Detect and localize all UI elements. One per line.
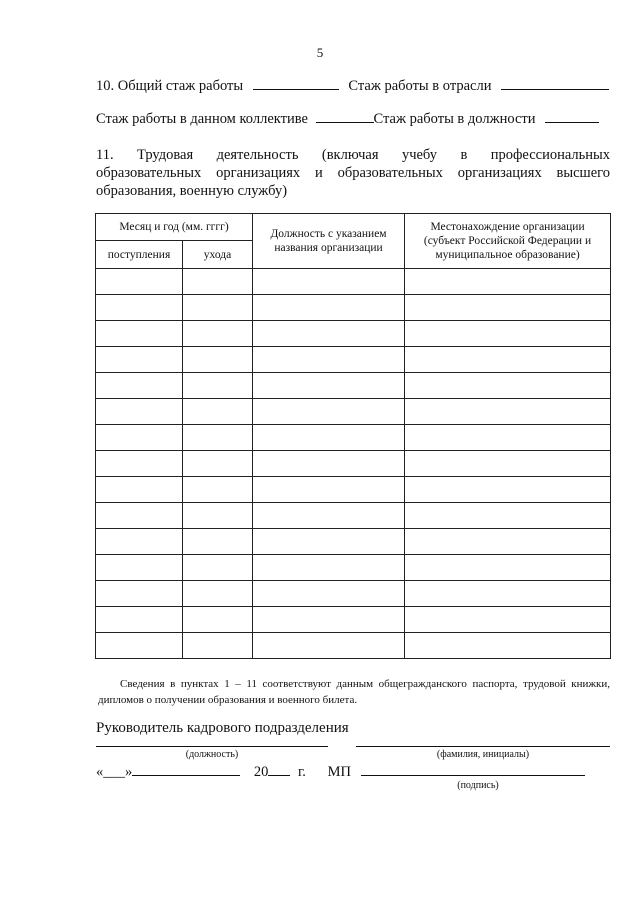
start-date-cell[interactable]	[96, 633, 183, 659]
start-date-cell[interactable]	[96, 347, 183, 373]
collective-experience-label: Стаж работы в данном коллективе	[96, 111, 308, 127]
location-cell[interactable]	[405, 477, 611, 503]
item11-line-3: образования, военную службу)	[96, 183, 288, 199]
start-date-cell[interactable]	[96, 295, 183, 321]
end-date-cell[interactable]	[183, 451, 253, 477]
location-cell[interactable]	[405, 295, 611, 321]
year-suffix: г.	[298, 764, 306, 780]
end-date-cell[interactable]	[183, 503, 253, 529]
location-cell[interactable]	[405, 321, 611, 347]
end-date-cell[interactable]	[183, 347, 253, 373]
stamp-label: МП	[327, 764, 351, 780]
end-date-cell[interactable]	[183, 555, 253, 581]
total-experience-row	[96, 77, 609, 95]
position-caption: (должность)	[185, 749, 239, 760]
start-date-cell[interactable]	[96, 451, 183, 477]
name-field[interactable]	[356, 746, 610, 747]
table-row	[96, 503, 611, 529]
month-year-header: Месяц и год (мм. гггг)	[96, 214, 253, 241]
collective-experience-row	[96, 110, 599, 128]
position-cell[interactable]	[253, 347, 405, 373]
end-date-cell[interactable]	[183, 321, 253, 347]
position-cell[interactable]	[253, 633, 405, 659]
end-date-cell[interactable]	[183, 295, 253, 321]
page-number: 5	[316, 45, 324, 60]
signature-caption: (подпись)	[457, 780, 499, 791]
position-cell[interactable]	[253, 555, 405, 581]
end-date-cell[interactable]	[183, 477, 253, 503]
start-date-cell[interactable]	[96, 321, 183, 347]
position-cell[interactable]	[253, 529, 405, 555]
start-date-cell[interactable]	[96, 555, 183, 581]
work-history-table	[95, 213, 611, 659]
date-row	[96, 763, 585, 781]
position-cell[interactable]	[253, 451, 405, 477]
date-month-field[interactable]	[132, 763, 240, 776]
position-cell[interactable]	[253, 477, 405, 503]
hr-head-title: Руководитель кадрового подразделения	[96, 720, 349, 736]
end-date-cell[interactable]	[183, 581, 253, 607]
start-date-cell[interactable]	[96, 477, 183, 503]
location-cell[interactable]	[405, 633, 611, 659]
table-row	[96, 399, 611, 425]
start-date-cell[interactable]	[96, 425, 183, 451]
location-header: Местонахождение организации (субъект Российской Федерации и муниципальное образование)	[405, 214, 611, 269]
location-cell[interactable]	[405, 555, 611, 581]
location-cell[interactable]	[405, 399, 611, 425]
total-experience-label: 10. Общий стаж работы	[96, 78, 244, 94]
start-date-cell[interactable]	[96, 529, 183, 555]
total-experience-field[interactable]	[253, 77, 339, 90]
item11-line-2: образовательных организациях и образовательных организациях высшего	[96, 165, 610, 181]
industry-experience-field[interactable]	[501, 77, 609, 90]
table-row	[96, 581, 611, 607]
item11-line-1: 11. Трудовая деятельность (включая учебу в профессиональных	[96, 147, 610, 163]
end-date-header: ухода	[183, 241, 253, 269]
table-row	[96, 295, 611, 321]
position-cell[interactable]	[253, 503, 405, 529]
signature-field[interactable]	[361, 763, 585, 776]
location-cell[interactable]	[405, 269, 611, 295]
table-row	[96, 347, 611, 373]
end-date-cell[interactable]	[183, 529, 253, 555]
location-cell[interactable]	[405, 347, 611, 373]
start-date-cell[interactable]	[96, 399, 183, 425]
table-row	[96, 451, 611, 477]
position-cell[interactable]	[253, 295, 405, 321]
end-date-cell[interactable]	[183, 373, 253, 399]
location-cell[interactable]	[405, 451, 611, 477]
start-date-cell[interactable]	[96, 269, 183, 295]
position-cell[interactable]	[253, 373, 405, 399]
position-cell[interactable]	[253, 425, 405, 451]
end-date-cell[interactable]	[183, 269, 253, 295]
start-date-header: поступления	[96, 241, 183, 269]
end-date-cell[interactable]	[183, 399, 253, 425]
position-experience-label: Стаж работы в должности	[373, 111, 536, 127]
table-row	[96, 529, 611, 555]
table-row	[96, 373, 611, 399]
position-cell[interactable]	[253, 607, 405, 633]
location-cell[interactable]	[405, 581, 611, 607]
position-cell[interactable]	[253, 581, 405, 607]
name-caption: (фамилия, инициалы)	[436, 749, 530, 760]
table-row	[96, 607, 611, 633]
location-cell[interactable]	[405, 503, 611, 529]
table-row	[96, 269, 611, 295]
table-row	[96, 555, 611, 581]
start-date-cell[interactable]	[96, 607, 183, 633]
position-cell[interactable]	[253, 399, 405, 425]
location-cell[interactable]	[405, 425, 611, 451]
table-row	[96, 321, 611, 347]
date-day-field[interactable]: «___»	[96, 764, 133, 780]
year-field[interactable]	[268, 763, 290, 776]
year-prefix: 20	[253, 764, 269, 780]
end-date-cell[interactable]	[183, 607, 253, 633]
table-row	[96, 477, 611, 503]
position-field[interactable]	[96, 746, 328, 747]
position-cell[interactable]	[253, 269, 405, 295]
start-date-cell[interactable]	[96, 581, 183, 607]
position-header: Должность с указанием названия организации	[253, 214, 405, 269]
location-cell[interactable]	[405, 373, 611, 399]
start-date-cell[interactable]	[96, 503, 183, 529]
table-row	[96, 425, 611, 451]
location-cell[interactable]	[405, 529, 611, 555]
collective-experience-field[interactable]	[316, 110, 374, 123]
position-experience-field[interactable]	[545, 110, 599, 123]
position-cell[interactable]	[253, 321, 405, 347]
industry-experience-label: Стаж работы в отрасли	[348, 78, 492, 94]
end-date-cell[interactable]	[183, 425, 253, 451]
location-cell[interactable]	[405, 607, 611, 633]
start-date-cell[interactable]	[96, 373, 183, 399]
table-row	[96, 633, 611, 659]
verification-note: Сведения в пунктах 1 – 11 соответствуют данным общегражданского паспорта, трудовой книжки, дипломов о получении образования и военного билета.	[98, 678, 610, 706]
end-date-cell[interactable]	[183, 633, 253, 659]
